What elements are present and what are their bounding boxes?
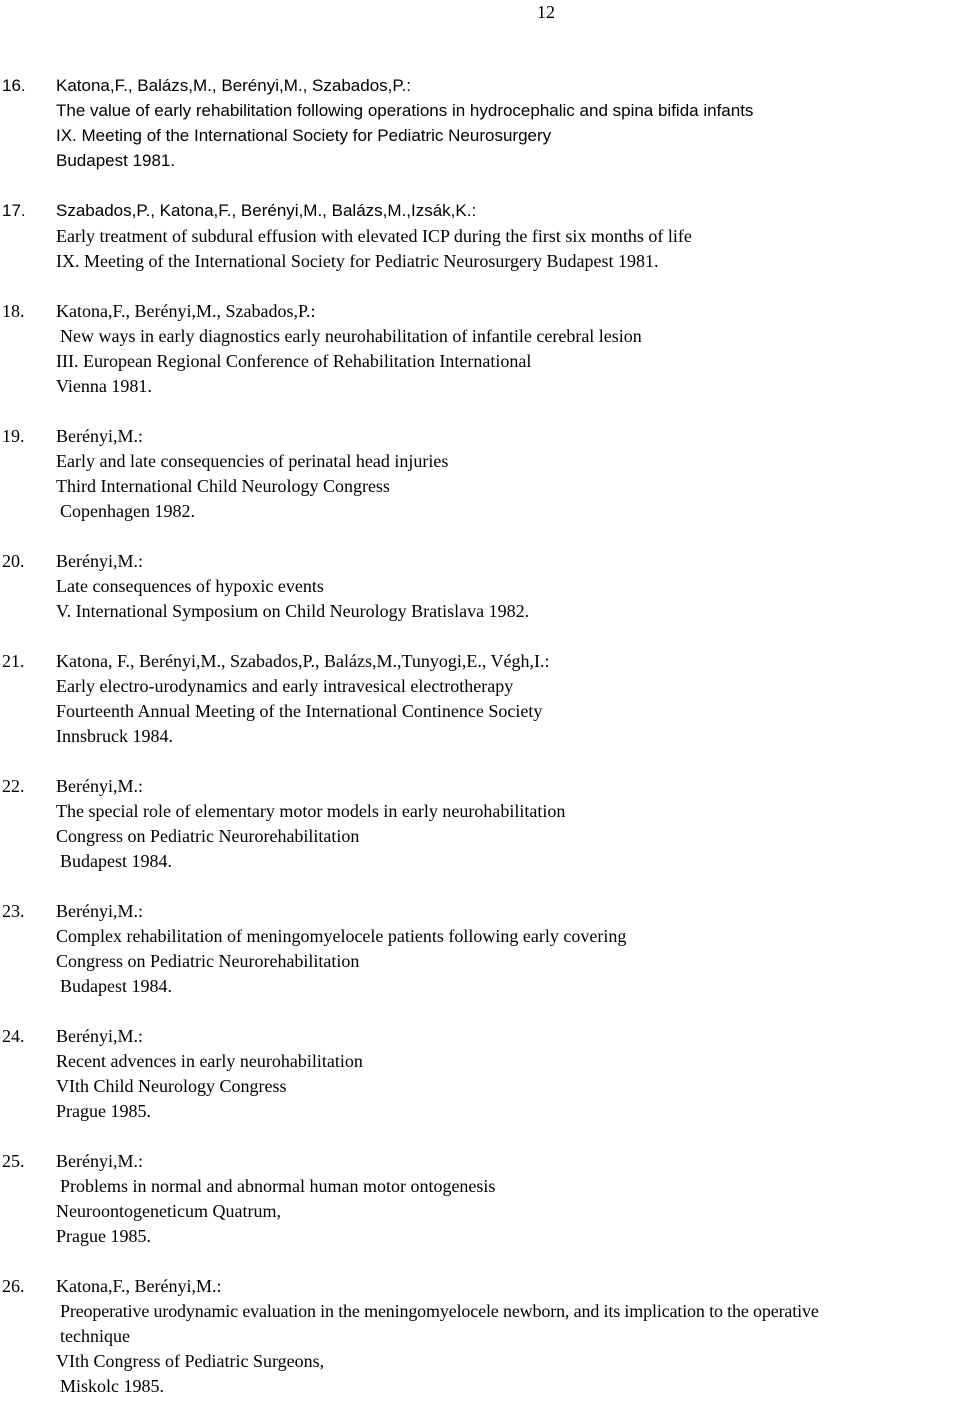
entry-title: The value of early rehabilitation following operations in hydrocephalic and spina bifida infants (56, 101, 754, 120)
entry-title: Early electro-urodynamics and early intravesical electrotherapy (56, 676, 514, 696)
entry-number: 19. (2, 426, 25, 446)
entry-number: 26. (2, 1276, 25, 1296)
entry-authors: Berényi,M.: (56, 1026, 143, 1046)
entry-title: The special role of elementary motor models in early neurohabilitation (56, 801, 566, 821)
entry-venue: IX. Meeting of the International Society for Pediatric Neurosurgery Budapest 1981. (56, 251, 659, 271)
entry-venue: Congress on Pediatric Neurorehabilitation (56, 951, 360, 971)
entry-number: 23. (2, 901, 25, 921)
entry-title: Recent advences in early neurohabilitation (56, 1051, 363, 1071)
entry-place-year: Budapest 1981. (56, 151, 176, 170)
entry-venue: Congress on Pediatric Neurorehabilitation (56, 826, 360, 846)
page-number: 12 (537, 2, 555, 22)
entry-venue: Neuroontogeneticum Quatrum, (56, 1201, 281, 1221)
entry-venue: V. International Symposium on Child Neurology Bratislava 1982. (56, 601, 530, 621)
entry-authors: Szabados,P., Katona,F., Berényi,M., Balázs,M.,Izsák,K.: (56, 201, 477, 220)
entry-authors: Katona,F., Berényi,M.: (56, 1276, 222, 1296)
entry-venue: Third International Child Neurology Congress (56, 476, 390, 496)
entry-venue: III. European Regional Conference of Rehabilitation International (56, 351, 532, 371)
entry-authors: Berényi,M.: (56, 551, 143, 571)
entry-number: 25. (2, 1151, 25, 1171)
entry-title: Early treatment of subdural effusion with elevated ICP during the first six months of life (56, 226, 692, 246)
entry-place-year: Vienna 1981. (56, 376, 152, 396)
entry-venue: IX. Meeting of the International Society for Pediatric Neurosurgery (56, 126, 552, 145)
entry-place-year: Budapest 1984. (60, 851, 172, 871)
entry-title-continued: technique (60, 1326, 130, 1346)
entry-authors: Katona,F., Berényi,M., Szabados,P.: (56, 301, 316, 321)
entry-title: Complex rehabilitation of meningomyelocele patients following early covering (56, 926, 627, 946)
entry-authors: Berényi,M.: (56, 901, 143, 921)
entry-authors: Berényi,M.: (56, 426, 143, 446)
entry-number: 22. (2, 776, 25, 796)
entry-place-year: Innsbruck 1984. (56, 726, 173, 746)
entry-authors: Berényi,M.: (56, 1151, 143, 1171)
entry-place-year: Prague 1985. (56, 1226, 151, 1246)
entry-venue: VIth Child Neurology Congress (56, 1076, 287, 1096)
entry-number: 20. (2, 551, 25, 571)
entry-number: 17. (2, 201, 26, 220)
entry-place-year: Copenhagen 1982. (60, 501, 195, 521)
entry-venue: Fourteenth Annual Meeting of the International Continence Society (56, 701, 543, 721)
entry-authors: Katona, F., Berényi,M., Szabados,P., Balázs,M.,Tunyogi,E., Végh,I.: (56, 651, 550, 671)
entry-place-year: Miskolc 1985. (60, 1376, 165, 1396)
entry-number: 21. (2, 651, 25, 671)
entry-title: Problems in normal and abnormal human motor ontogenesis (60, 1176, 496, 1196)
entry-number: 24. (2, 1026, 25, 1046)
entry-place-year: Prague 1985. (56, 1101, 151, 1121)
entry-title: Late consequences of hypoxic events (56, 576, 324, 596)
entry-title: New ways in early diagnostics early neurohabilitation of infantile cerebral lesion (60, 326, 642, 346)
entry-authors: Berényi,M.: (56, 776, 143, 796)
entry-authors: Katona,F., Balázs,M., Berényi,M., Szabados,P.: (56, 76, 411, 95)
entry-venue: VIth Congress of Pediatric Surgeons, (56, 1351, 325, 1371)
entry-number: 16. (2, 76, 26, 95)
entry-place-year: Budapest 1984. (60, 976, 172, 996)
entry-title: Preoperative urodynamic evaluation in the meningomyelocele newborn, and its implication to the operative (60, 1301, 819, 1321)
entry-number: 18. (2, 301, 25, 321)
entry-title: Early and late consequencies of perinatal head injuries (56, 451, 449, 471)
